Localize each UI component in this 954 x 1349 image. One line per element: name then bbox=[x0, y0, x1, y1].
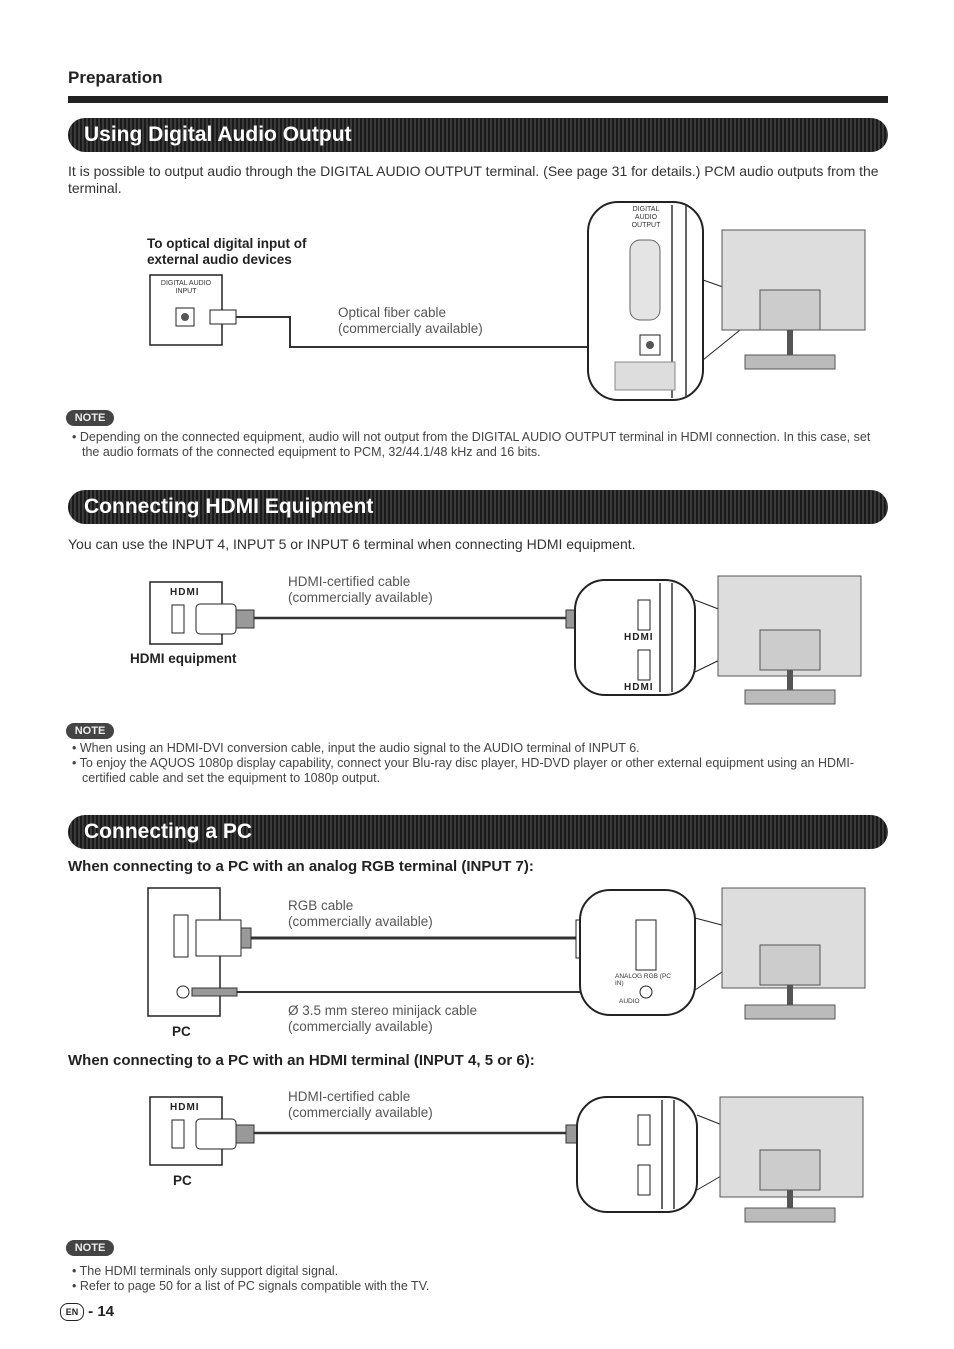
device-terminal-label: DIGITAL AUDIO INPUT bbox=[160, 280, 212, 295]
language-badge: EN bbox=[60, 1303, 84, 1321]
tv-terminal-label: DIGITAL AUDIO OUTPUT bbox=[631, 206, 661, 229]
digital-audio-intro: It is possible to output audio through the DIGITAL AUDIO OUTPUT terminal. (See page 31 for details.) PCM audio outputs from the terminal. bbox=[68, 163, 879, 196]
tv-audio-label: AUDIO bbox=[619, 998, 640, 1005]
banner-digital-audio: Using Digital Audio Output bbox=[68, 118, 888, 152]
pc-hdmi-logo: HDMI bbox=[170, 1102, 200, 1113]
note-badge-3: NOTE bbox=[66, 1240, 114, 1256]
minijack-cable-note: (commercially available) bbox=[288, 1019, 433, 1034]
section-title: Preparation bbox=[68, 68, 163, 87]
note-item: • The HDMI terminals only support digital signal. bbox=[72, 1264, 339, 1278]
hdmi-cable-note: (commercially available) bbox=[288, 590, 433, 605]
minijack-cable-name: Ø 3.5 mm stereo minijack cable bbox=[288, 1003, 478, 1018]
rgb-cable-note: (commercially available) bbox=[288, 914, 433, 929]
pc-label-hdmi: PC bbox=[173, 1173, 192, 1188]
tv-hdmi-logo-2: HDMI bbox=[624, 682, 654, 693]
analog-rgb-heading: When connecting to a PC with an analog RGB terminal (INPUT 7): bbox=[68, 858, 534, 875]
pc-hdmi-cable-name: HDMI-certified cable bbox=[288, 1089, 411, 1104]
note-badge-2: NOTE bbox=[66, 723, 114, 739]
pc-hdmi-cable-note: (commercially available) bbox=[288, 1105, 433, 1120]
note-badge-1: NOTE bbox=[66, 410, 114, 426]
optical-target-label: To optical digital input of external audio devices bbox=[147, 236, 307, 267]
banner-pc: Connecting a PC bbox=[68, 815, 888, 849]
pc-label-analog: PC bbox=[172, 1024, 191, 1039]
optical-cable-name: Optical fiber cable bbox=[338, 305, 447, 320]
note-item: • Depending on the connected equipment, audio will not output from the DIGITAL AUDIO OUTPUT terminal in HDMI connection. In this case, set the audio formats of the connected equipment to PCM, 32/44.1/48 kHz and 16 bits. bbox=[72, 430, 871, 459]
tv-hdmi-logo-1: HDMI bbox=[624, 632, 654, 643]
hdmi-equipment-label: HDMI equipment bbox=[130, 651, 237, 666]
rgb-cable-name: RGB cable bbox=[288, 898, 354, 913]
banner-hdmi: Connecting HDMI Equipment bbox=[68, 490, 888, 524]
hdmi-intro: You can use the INPUT 4, INPUT 5 or INPUT 6 terminal when connecting HDMI equipment. bbox=[68, 536, 636, 552]
note-item: • When using an HDMI-DVI conversion cable, input the audio signal to the AUDIO terminal of INPUT 6. bbox=[72, 741, 640, 755]
optical-cable-note: (commercially available) bbox=[338, 321, 483, 336]
tv-analog-rgb-label: ANALOG RGB (PC IN) bbox=[615, 973, 671, 987]
hdmi-logo: HDMI bbox=[170, 587, 200, 598]
note-item: • Refer to page 50 for a list of PC signals compatible with the TV. bbox=[72, 1279, 430, 1293]
hdmi-cable-name: HDMI-certified cable bbox=[288, 574, 411, 589]
pc-notes bbox=[68, 1264, 888, 1294]
note-item: • To enjoy the AQUOS 1080p display capability, connect your Blu-ray disc player, HD-DVD player or other external equipment using an HDMI-certified cable and set the equipment to 1080p output. bbox=[72, 756, 855, 785]
hdmi-pc-heading: When connecting to a PC with an HDMI terminal (INPUT 4, 5 or 6): bbox=[68, 1052, 535, 1069]
page-number-text: - 14 bbox=[88, 1303, 115, 1320]
page-number bbox=[60, 1303, 114, 1321]
